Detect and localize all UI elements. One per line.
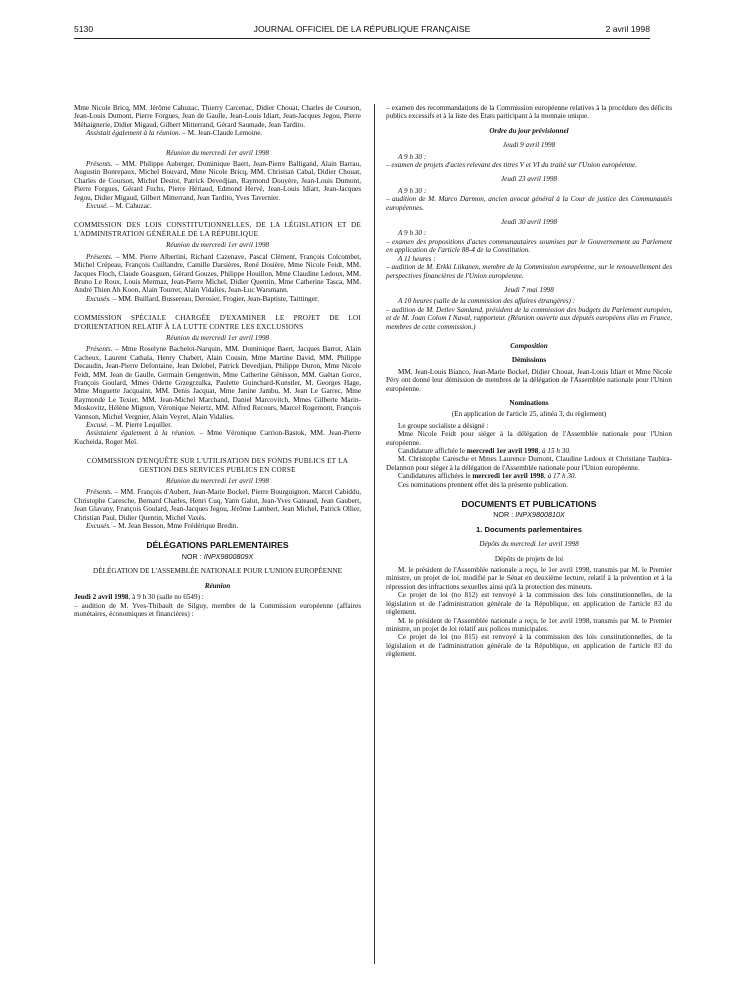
agenda-date: Jeudi 9 avril 1998	[502, 141, 556, 150]
agenda-date: Jeudi 30 avril 1998	[500, 218, 558, 227]
members-list: Mme Nicole Bricq, MM. Jérôme Cahuzac, Thierry Carcenac, Didier Chouat, Charles de Courson, Jean-Louis Dumont, Pierre Forgues, Jean de Gaulle, Jean-Louis Idiart, Jean-Jacques Jegou, Pierre Méhaignerie, Didier Migaud, Gilbert Mitterrand, Gérard Saumade, Jean Tardito.	[74, 104, 361, 129]
agenda-title: Ordre du jour prévisionnel	[489, 126, 569, 135]
right-column	[386, 104, 672, 659]
nor-reference: NOR : INPX9800809X	[181, 551, 254, 561]
present-list: Présents. – MM. François d'Aubert, Jean-Marie Bockel, Pierre Bourguignon, Marcel Cabiddu, Christophe Caresche, Bernard Charles, Henri Cuq, Yann Galut, Jean-Yves Gateaud, Jean Gaubert, Jean Glavany, François Goulard, Jean-Jacques Jegou, Jérôme Lambert, Jean Michel, Patrick Ollier, Christian Paul, Didier Quentin, Michel Vaxès.	[74, 488, 361, 522]
candidature-line: Candidatures affichées le mercredi 1er avril 1998, à 17 h 30.	[398, 472, 577, 481]
present-list: Présents. – Mme Roselyne Bachelot-Narquin, MM. Dominique Baert, Jacques Barrot, Alain Cacheux, Laurent Cathala, Henry Chabert, Alain Cousin, Mme Martine David, MM. Philippe Decaudin, Jean-Pierre Defontaine, Jean Delobel, Patrick Devedjian, Philippe Duron, Mme Nicole Feidt, MM. Jean de Gaulle, Germain Gengenwin, Mme Catherine Génisson, MM. Gaëtan Gorce, François Goulard, Mmes Odette Grzegrzulka, Paulette Guinchard-Kunstler, M. Georges Hage, Mme Muguette Jacquaint, MM. Denis Jacquat, Mme Janine Jambu, M. Jean Le Garrec, Mme Raymonde Le Texier, MM. Jean-Michel Marchand, Daniel Marcovitch, Mmes Gilberte Marin-Moskovitz, Hélène Mignon, Véronique Neiertz, MM. Alfred Recours, Marcel Rogemont, François Vannson, Michel Vergnier, Alain Veyret, Alain Vidalies.	[74, 345, 361, 421]
deposit-text: Ce projet de loi (no 812) est renvoyé à la commission des lois constitutionnelles, de la législation et de l'administration générale de la République, en application de l'article 83 du règlement.	[386, 591, 672, 617]
section-subheading: Nominations	[509, 398, 549, 407]
agenda-time: A 9 h 30 :	[398, 152, 427, 161]
nomination-text: M. Christophe Caresche et Mmes Laurence Dumont, Claudine Ledoux et Christiane Taubira-Delannon pour siéger à la délégation de l'Assemblée nationale pour l'Union européenne.	[386, 455, 672, 472]
agenda-item: – audition de M. Yves-Thibault de Silguy, membre de la Commission européenne (affaires monétaires, économiques et financières) :	[74, 601, 361, 618]
excused-list: Excusé. – M. Pierre Lequiller.	[86, 421, 173, 429]
deposit-date: Dépôts du mercredi 1er avril 1998	[479, 540, 579, 549]
present-list: Présents. – MM. Philippe Auberger, Dominique Baert, Jean-Pierre Balligand, Alain Barrau, Augustin Bonrepaux, Michel Bouvard, Mme Nicole Bricq, MM. Christian Cabal, Didier Chouat, Charles de Courson, Michel Destot, Patrick Devedjian, Raymond Douyère, Jean-Louis Dumont, Pierre Forgues, Gérard Fuchs, Pierre Hériaud, Edmond Hervé, Jean-Louis Idiart, Jean-Jacques Jegou, Didier Migaud, Gilbert Mitterrand, Jean Tardito, Yves Tavernier.	[74, 160, 361, 202]
delegation-title: DÉLÉGATION DE L'ASSEMBLÉE NATIONALE POUR L'UNION EUROPÉENNE	[93, 567, 342, 576]
journal-title: JOURNAL OFFICIEL DE LA RÉPUBLIQUE FRANÇAISE	[253, 24, 471, 34]
agenda-date: Jeudi 23 avril 1998	[500, 175, 558, 184]
agenda-time: A 11 heures :	[398, 254, 436, 263]
meeting-title: Réunion du mercredi 1er avril 1998	[165, 477, 270, 486]
meeting-title: Réunion du mercredi 1er avril 1998	[165, 333, 270, 342]
section-heading: DOCUMENTS ET PUBLICATIONS	[461, 499, 597, 510]
page-header	[74, 22, 650, 39]
candidature-line: Candidature affichée le mercredi 1er avril 1998, à 15 h 30.	[398, 447, 571, 455]
section-heading: DÉLÉGATIONS PARLEMENTAIRES	[146, 540, 289, 551]
excused-list: Excusé. – M. Cahuzac.	[86, 202, 152, 211]
excused-list: Excusés. – M. Jean Besson, Mme Frédérique Bredin.	[86, 522, 239, 531]
meeting-title: Réunion du mercredi 1er avril 1998	[165, 148, 270, 157]
agenda-item: – examen des recommandations de la Commission européenne relatives à la procédure des déficits publics excessifs et à la liste des Etats participant à la monnaie unique.	[386, 104, 672, 121]
section-subheading: Démissions	[511, 356, 547, 365]
section-subheading: Composition	[510, 341, 548, 350]
rule-reference: (En application de l'article 25, alinéa 3, du règlement)	[451, 410, 607, 419]
agenda-date: Jeudi 7 mai 1998	[504, 285, 554, 294]
commission-title: COMMISSION DES LOIS CONSTITUTIONNELLES, DE LA LÉGISLATION ET DE L'ADMINISTRATION GÉNÉRALE DE LA RÉPUBLIQUE	[74, 221, 361, 238]
subsection-heading: 1. Documents parlementaires	[476, 524, 582, 534]
agenda-item: – audition de M. Marco Darmon, ancien avocat général à la Cour de justice des Communautés européennes.	[386, 195, 672, 212]
agenda-item: – audition de M. Detlev Samland, président de la commission des budgets du Parlement européen, et de M. Joan Colom I Naval, rapporteur. (Réunion ouverte aux députés européens élus en France, membres de cette commission.)	[386, 305, 672, 331]
nomination-text: Le groupe socialiste a désigné :	[398, 421, 489, 430]
deposit-text: M. le président de l'Assemblée nationale a reçu, le 1er avril 1998, transmis par M. le Premier ministre, un projet de loi, modifié par le Sénat en deuxième lecture, relatif à la prévention et à la répression des infractions sexuelles ainsi qu'à la protection des mineurs.	[386, 566, 672, 591]
agenda-item: – audition de M. Erkki Liikanen, membre de la Commission européenne, sur le renouvellement des perspectives financières de l'Union européenne.	[386, 263, 672, 280]
agenda-time: A 9 h 30 :	[398, 186, 427, 195]
issue-date: 2 avril 1998	[605, 24, 650, 34]
agenda-time: A 10 heures (salle de la commission des affaires étrangères) :	[398, 297, 576, 306]
page-number: 5130	[74, 24, 94, 34]
nomination-text: Mme Nicole Feidt pour siéger à la délégation de l'Assemblée nationale pour l'Union européenne.	[386, 430, 672, 447]
meeting-date-line: Jeudi 2 avril 1998, à 9 h 30 (salle no 6549) :	[74, 593, 204, 602]
column-divider	[374, 104, 375, 964]
present-list: Présents. – MM. Pierre Albertini, Richard Cazenave, Pascal Clément, François Colcombet, Michel Crépeau, François Cuillandre, Camille Darsières, René Dosière, Mme Nicole Feidt, MM. Jacques Floch, Claude Goasguen, Gérard Gouzes, Philippe Houillon, Mme Claudine Ledoux, MM. Bruno Le Roux, Louis Mermaz, Jean-Pierre Michel, Didier Quentin, Mme Catherine Tasca, MM. André Thien Ah Koon, Alain Tourret, Alain Vidalies, Jean-Luc Warsmann.	[74, 252, 361, 295]
commission-title: COMMISSION SPÉCIALE CHARGÉE D'EXAMINER LE PROJET DE LOI D'ORIENTATION RELATIF À LA LUTTE CONTRE LES EXCLUSIONS	[74, 314, 361, 331]
meeting-title: Réunion du mercredi 1er avril 1998	[165, 241, 270, 250]
deposit-title: Dépôts de projets de loi	[494, 554, 564, 563]
deposit-text: M. le président de l'Assemblée nationale a reçu, le 1er avril 1998, transmis par M. le Premier ministre, un projet de loi relatif aux polices municipales.	[386, 616, 672, 633]
attendance-note: Assistaient également à la réunion. – Mme Véronique Carrion-Bastok, MM. Jean-Pierre Kucheida, Roger Meï.	[74, 429, 361, 446]
nomination-text: Ces nominations prennent effet dès la présente publication.	[398, 480, 568, 489]
agenda-item: – examen des propositions d'actes communautaires soumises par le Gouvernement au Parlement en application de l'article 88-4 de la Constitution.	[386, 237, 672, 255]
agenda-item: – examen de projets d'actes relevant des titres V et VI du traité sur l'Union européenne.	[386, 161, 637, 170]
nor-reference: NOR : INPX9800810X	[493, 510, 565, 520]
commission-title: COMMISSION D'ENQUÊTE SUR L'UTILISATION DES FONDS PUBLICS ET LA GESTION DES SERVICES PUBLICS EN CORSE	[86, 457, 349, 474]
left-column	[74, 104, 361, 618]
resignation-text: MM. Jean-Louis Bianco, Jean-Marie Bockel, Didier Chouat, Jean-Louis Idiart et Mme Nicole Péry ont donné leur démission de membres de la délégation de l'Assemblée nationale pour l'Union européenne.	[386, 367, 672, 393]
agenda-time: A 9 h 30 :	[398, 229, 427, 238]
attendance-note: Assistait également à la réunion. – M. Jean-Claude Lemoine.	[86, 129, 263, 138]
excused-list: Excusés. – MM. Buillard, Bussereau, Derosier, Frogier, Jean-Baptiste, Taittinger.	[86, 294, 319, 303]
deposit-text: Ce projet de loi (no 815) est renvoyé à la commission des lois constitutionnelles, de la législation et de l'administration générale de la République, en application de l'article 83 du règlement.	[386, 633, 672, 659]
reunion-label: Réunion	[204, 581, 231, 590]
